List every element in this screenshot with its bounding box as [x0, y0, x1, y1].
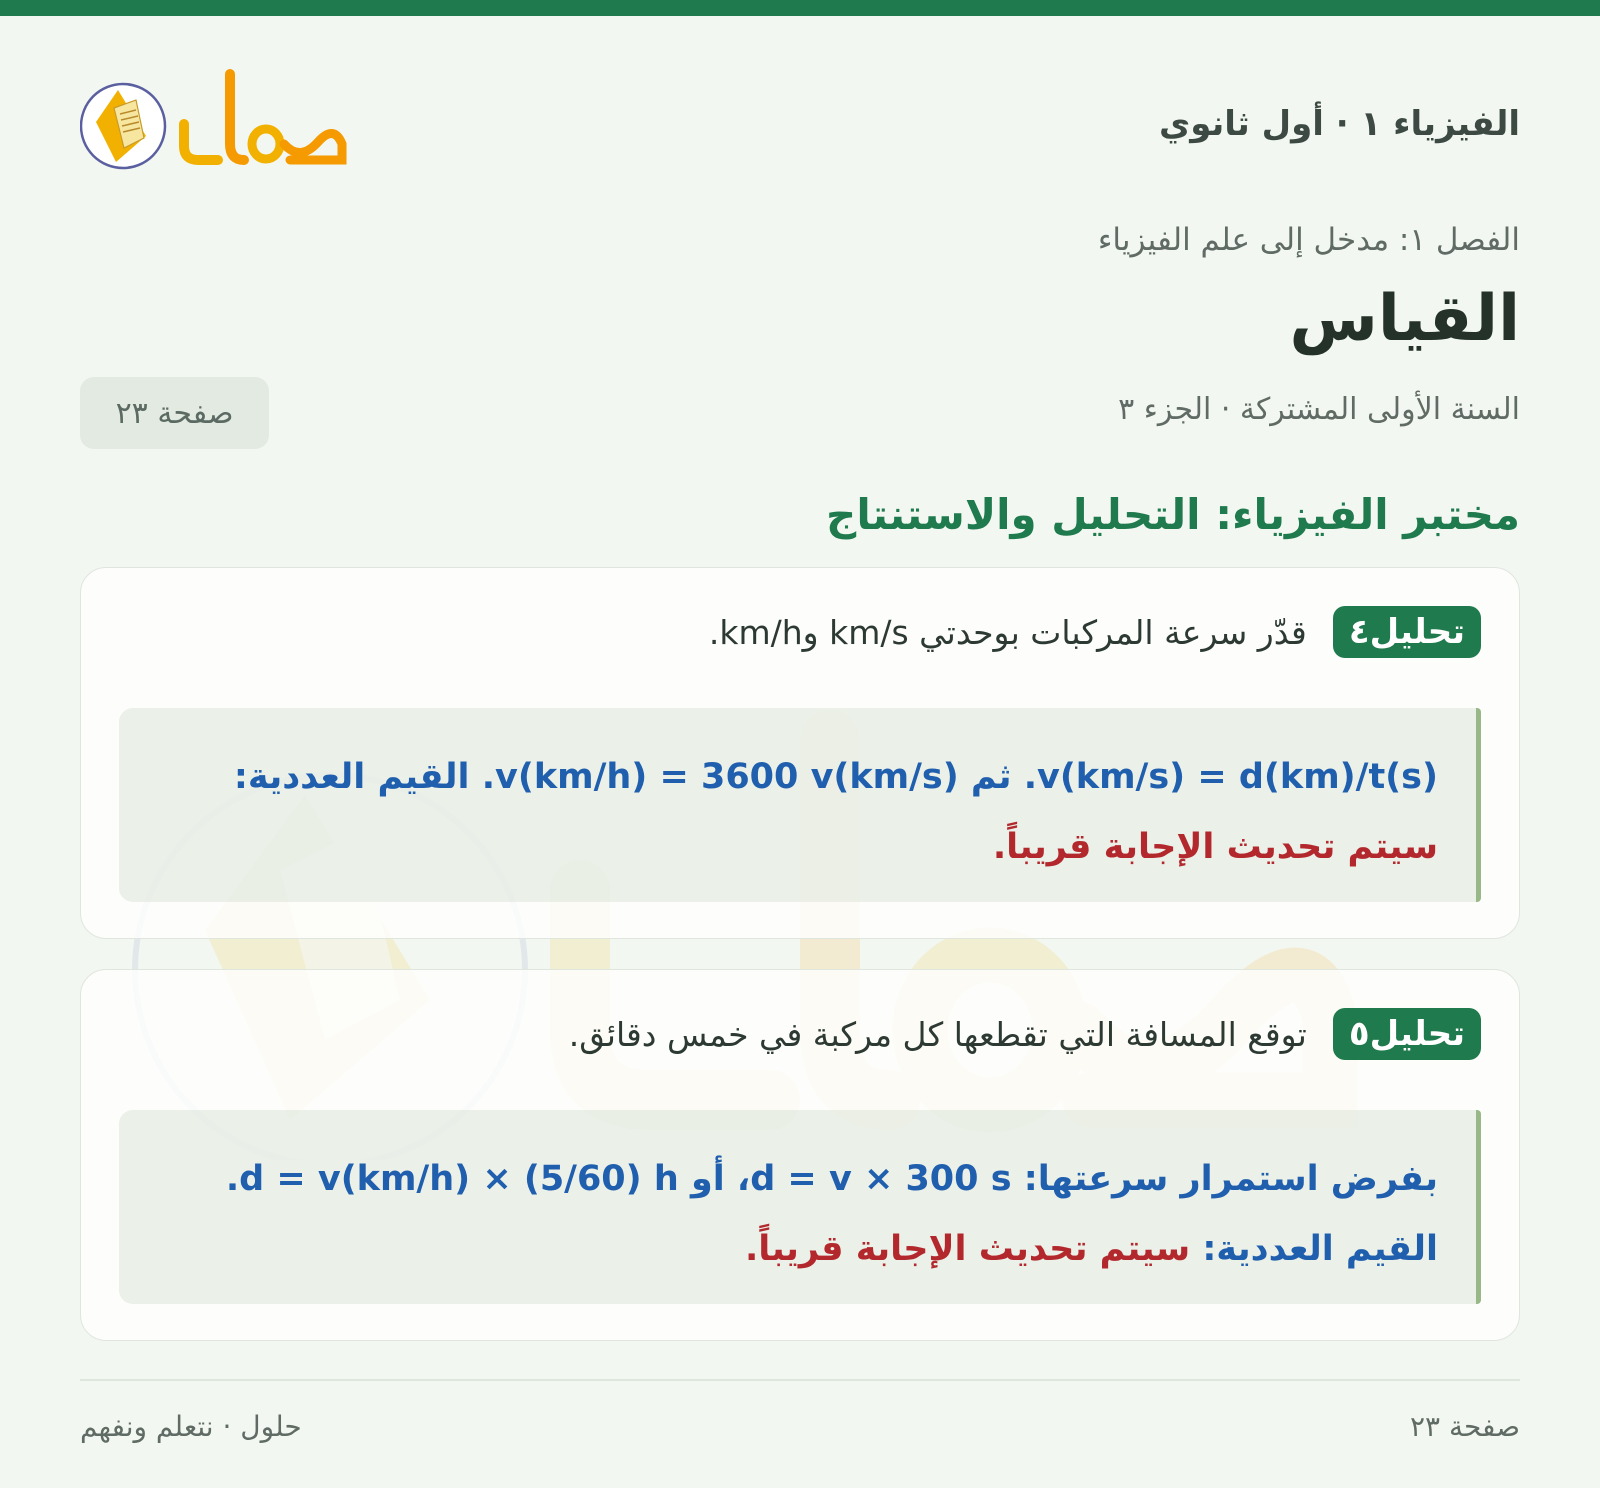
answer-formula: v(km/s) = d(km)/t(s). ثم v(km/h) = 3600 v(km/s). القيم العددية:	[233, 757, 1438, 797]
section-heading: مختبر الفيزياء: التحليل والاستنتاج	[826, 490, 1520, 539]
question-card	[80, 969, 1520, 1341]
footer-tagline: حلول · نتعلم ونفهم	[80, 1410, 302, 1443]
question-tag: تحليل٤	[1333, 606, 1481, 658]
answer-values-line	[157, 1214, 1438, 1284]
question-text: توقع المسافة التي تقطعها كل مركبة في خمس دقائق.	[568, 1014, 1307, 1054]
question-row	[119, 1008, 1481, 1060]
subject-title: الفيزياء ١ · أول ثانوي	[1159, 104, 1520, 144]
question-row	[119, 606, 1481, 658]
lesson-meta: السنة الأولى المشتركة · الجزء ٣	[1118, 392, 1520, 427]
top-accent-bar	[0, 0, 1600, 16]
lesson-title: القياس	[1289, 282, 1520, 356]
page-number-badge: صفحة ٢٣	[80, 377, 269, 449]
footer-page-number: صفحة ٢٣	[1409, 1410, 1520, 1443]
answer-box	[119, 708, 1481, 902]
answer-values-label: القيم العددية:	[1202, 1229, 1438, 1269]
page-header	[80, 64, 1520, 184]
answer-formula: بفرض استمرار سرعتها: d = v × 300 s، أو d = v(km/h) × (5/60) h.	[225, 1159, 1438, 1199]
question-text: قدّر سرعة المركبات بوحدتي km/s وkm/h.	[708, 612, 1307, 652]
answer-box	[119, 1110, 1481, 1304]
answer-pending: سيتم تحديث الإجابة قريباً.	[992, 827, 1438, 867]
answer-pending: سيتم تحديث الإجابة قريباً.	[745, 1229, 1191, 1269]
question-card	[80, 567, 1520, 939]
chapter-title: الفصل ١: مدخل إلى علم الفيزياء	[1097, 222, 1520, 258]
question-tag: تحليل٥	[1333, 1008, 1481, 1060]
footer-divider	[80, 1379, 1520, 1381]
hulul-logo[interactable]	[80, 64, 360, 184]
